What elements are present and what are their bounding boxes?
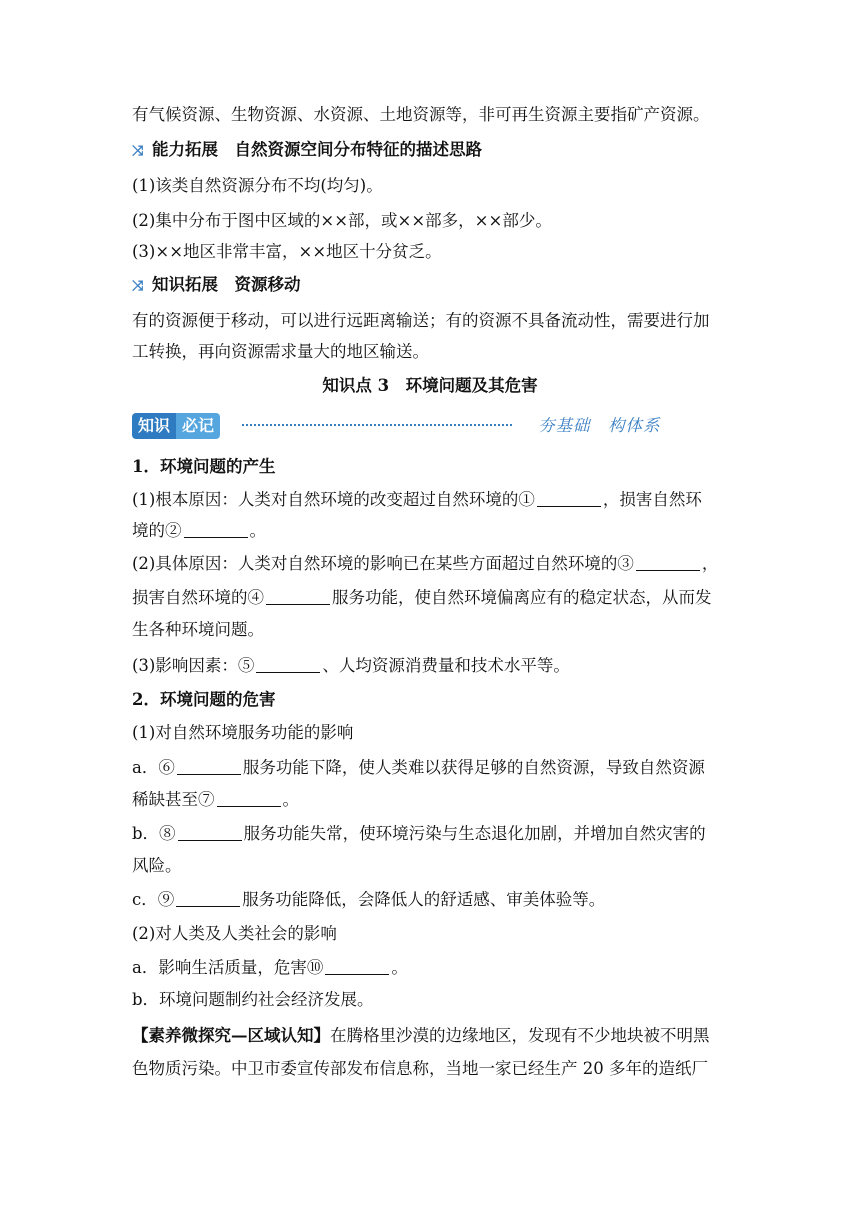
paragraph-line: 境的② 。 [132,521,266,540]
dotted-divider [242,424,512,426]
paragraph-line: (2)具体原因：人类对自然环境的影响已在某些方面超过自然环境的③ ， [132,554,719,573]
paragraph-line: (2)集中分布于图中区域的××部，或××部多，××部少。 [132,211,552,230]
section-tagline: 夯基础 构体系 [538,416,661,435]
answer-blank-1[interactable] [537,490,601,507]
subsection-heading: 2．环境问题的危害 [132,690,276,709]
knowledge-extension-heading: ⤨ 知识拓展 资源移动 [132,274,732,297]
paragraph-line: (1)根本原因：人类对自然环境的改变超过自然环境的① ，损害自然环 [132,490,702,509]
answer-blank-10[interactable] [325,958,389,975]
shuffle-icon: ⤨ [132,143,144,159]
paragraph-line: (3)影响因素：⑤ 、人均资源消费量和技术水平等。 [132,656,570,675]
ability-extension-heading: ⤨ 能力拓展 自然资源空间分布特征的描述思路 [132,139,732,162]
paragraph-line: (2)对人类及人类社会的影响 [132,924,337,943]
answer-blank-7[interactable] [217,790,281,807]
answer-blank-6[interactable] [177,758,241,775]
badge-part-2: 必记 [176,413,220,439]
answer-blank-4[interactable] [266,588,330,605]
paragraph-line: (3)××地区非常丰富，××地区十分贫乏。 [132,242,442,261]
answer-blank-9[interactable] [176,890,240,907]
paragraph-line: 风险。 [132,856,182,875]
paragraph-line: 有气候资源、生物资源、水资源、土地资源等，非可再生资源主要指矿产资源。 [132,105,710,124]
paragraph-line: 损害自然环境的④ 服务功能，使自然环境偏离应有的稳定状态，从而发 [132,588,712,607]
paragraph-line: a．影响生活质量，危害⑩ 。 [132,958,408,977]
section-title: 知识点 3 环境问题及其危害 [322,376,538,395]
paragraph-line: 稀缺甚至⑦ 。 [132,790,299,809]
paragraph-line: (1)对自然环境服务功能的影响 [132,723,354,742]
paragraph-line: b．环境问题制约社会经济发展。 [132,990,374,1009]
paragraph-line: a．⑥ 服务功能下降，使人类难以获得足够的自然资源，导致自然资源 [132,758,705,777]
subsection-heading: 1．环境问题的产生 [132,457,276,476]
paragraph-line: b．⑧ 服务功能失常，使环境污染与生态退化加剧，并增加自然灾害的 [132,824,706,843]
answer-blank-5[interactable] [256,656,320,673]
shuffle-icon: ⤨ [132,278,144,294]
answer-blank-3[interactable] [636,554,700,571]
paragraph-line: c．⑨ 服务功能降低，会降低人的舒适感、审美体验等。 [132,890,606,909]
paragraph-line: (1)该类自然资源分布不均(均匀)。 [132,176,383,195]
literacy-inquiry-label: 【素养微探究—区域认知】 [132,1026,330,1045]
knowledge-badge [132,413,220,439]
paragraph-line: 工转换，再向资源需求量大的地区输送。 [132,342,429,361]
badge-part-1: 知识 [132,413,176,439]
answer-blank-2[interactable] [184,521,248,538]
paragraph-line: 生各种环境问题。 [132,620,264,639]
paragraph-line: 【素养微探究—区域认知】在腾格里沙漠的边缘地区，发现有不少地块被不明黑 [132,1026,710,1045]
answer-blank-8[interactable] [178,824,242,841]
paragraph-line: 色物质污染。中卫市委宣传部发布信息称，当地一家已经生产 20 多年的造纸厂 [132,1059,708,1078]
paragraph-line: 有的资源便于移动，可以进行远距离输送；有的资源不具备流动性，需要进行加 [132,311,710,330]
